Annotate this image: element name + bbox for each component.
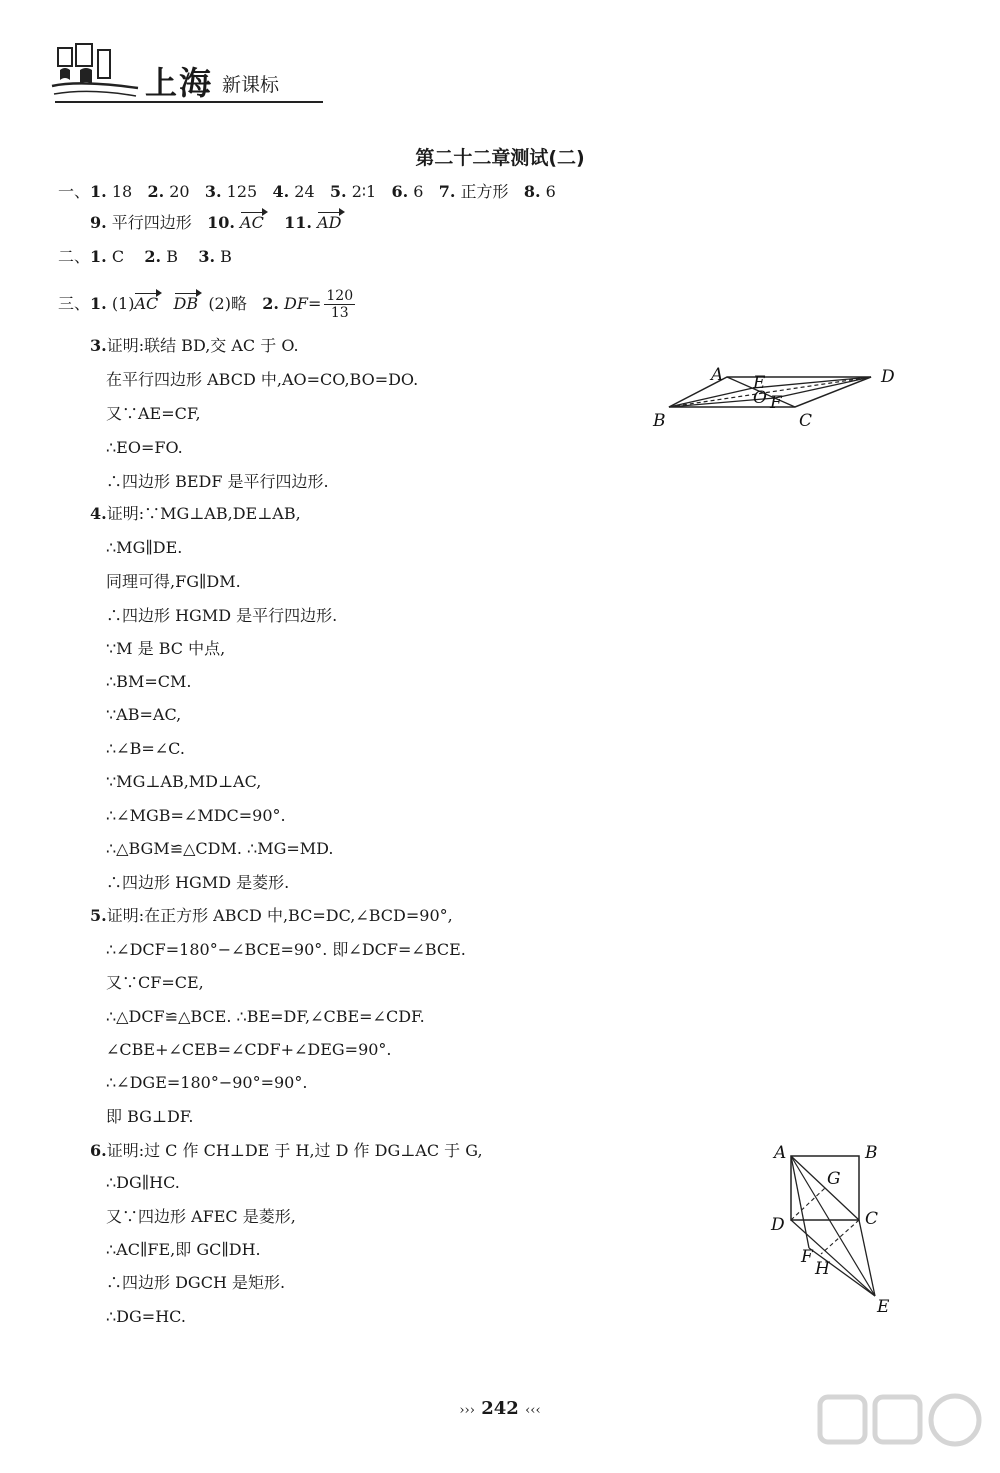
section1-prefix: 一、 xyxy=(58,182,91,201)
fraction-120-13: $\frac{120}{13}$ xyxy=(326,288,354,321)
q4-line-6: ∵AB=AC, xyxy=(106,705,182,724)
book-logo-icon xyxy=(50,40,140,100)
label-f: F xyxy=(770,393,782,413)
page-number-left-deco: ››› xyxy=(459,1403,475,1418)
q4-line-5: ∴BM=CM. xyxy=(106,672,192,691)
q5-line-6: 即 BG⊥DF. xyxy=(106,1107,194,1126)
q5-line-3: ∴△DCF≌△BCE. ∴BE=DF,∠CBE=∠CDF. xyxy=(106,1007,425,1026)
q4-line-10: ∴△BGM≌△CDM. ∴MG=MD. xyxy=(106,839,334,858)
q3-line-2: 又∵AE=CF, xyxy=(106,404,201,423)
q5-line-1: ∴∠DCF=180°−∠BCE=90°. 即∠DCF=∠BCE. xyxy=(106,940,466,959)
q6-line-4: ∴四边形 DGCH 是矩形. xyxy=(106,1273,286,1292)
brand-title: 上海 xyxy=(145,64,214,102)
page-title: 第二十二章测试(二) xyxy=(415,147,585,169)
q6-line-0: 6.证明:过 C 作 CH⊥DE 于 H,过 D 作 DG⊥AC 于 G, xyxy=(90,1141,483,1160)
watermark-logo-icon xyxy=(815,1392,990,1467)
vector-ad: AD xyxy=(317,213,342,232)
label-a: A xyxy=(711,365,724,385)
parallelogram-figure xyxy=(645,360,915,440)
section1-row2: 9. 平行四边形 10. AC 11. AD xyxy=(90,213,342,232)
q4-line-2: 同理可得,FG∥DM. xyxy=(106,572,241,591)
q6-line-2: 又∵四边形 AFEC 是菱形, xyxy=(106,1207,296,1226)
square-rhombus-figure xyxy=(765,1140,905,1320)
q4-line-1: ∴MG∥DE. xyxy=(106,538,183,557)
label-g: G xyxy=(827,1169,841,1189)
q5-line-4: ∠CBE+∠CEB=∠CDF+∠DEG=90°. xyxy=(106,1040,392,1059)
vector-ac: AC xyxy=(240,213,264,232)
label-d: D xyxy=(881,367,895,387)
q3-line-1: 在平行四边形 ABCD 中,AO=CO,BO=DO. xyxy=(106,370,419,389)
q4-line-0: 4.证明:∵MG⊥AB,DE⊥AB, xyxy=(90,504,301,523)
q3-line-3: ∴EO=FO. xyxy=(106,438,183,457)
segment-be xyxy=(669,388,753,407)
segment-ce xyxy=(859,1220,875,1296)
label-e: E xyxy=(753,373,766,393)
q5-line-2: 又∵CF=CE, xyxy=(106,973,204,992)
label-d: D xyxy=(771,1215,785,1235)
label-b: B xyxy=(653,411,666,431)
label-e: E xyxy=(877,1297,890,1317)
q4-line-4: ∵M 是 BC 中点, xyxy=(106,639,226,658)
segment-ed xyxy=(753,377,871,388)
label-c: C xyxy=(799,411,813,431)
label-a: A xyxy=(774,1143,787,1163)
q4-line-7: ∴∠B=∠C. xyxy=(106,739,185,758)
section1-row1: 一、1. 18 2. 20 3. 125 4. 24 5. 2∶1 6. 6 7. 正方形 8. 6 xyxy=(58,182,556,201)
label-c: C xyxy=(865,1209,879,1229)
header-rule xyxy=(55,101,323,103)
q4-line-11: ∴四边形 HGMD 是菱形. xyxy=(106,873,290,892)
q4-line-9: ∴∠MGB=∠MDC=90°. xyxy=(106,806,286,825)
segment-fd xyxy=(775,377,871,398)
label-b: B xyxy=(865,1143,878,1163)
page-number-value: 242 xyxy=(481,1398,519,1419)
q5-line-0: 5.证明:在正方形 ABCD 中,BC=DC,∠BCD=90°, xyxy=(90,906,453,925)
page-number-right-deco: ‹‹‹ xyxy=(525,1403,541,1418)
q4-line-8: ∵MG⊥AB,MD⊥AC, xyxy=(106,772,262,791)
q5-line-5: ∴∠DGE=180°−90°=90°. xyxy=(106,1073,308,1092)
q4-line-3: ∴四边形 HGMD 是平行四边形. xyxy=(106,606,338,625)
section2-row: 二、1. C 2. B 3. B xyxy=(58,247,232,266)
q6-line-5: ∴DG=HC. xyxy=(106,1307,186,1326)
q3-line-4: ∴四边形 BEDF 是平行四边形. xyxy=(106,472,329,491)
q6-line-1: ∴DG∥HC. xyxy=(106,1173,180,1192)
q3-line-0: 3.证明:联结 BD,交 AC 于 O. xyxy=(90,336,299,355)
label-h: H xyxy=(815,1259,830,1279)
section3-q1-q2: 三、1. (1)AC DB (2)略 2. DF= $\frac{120}{13}$ xyxy=(58,288,354,321)
label-f: F xyxy=(801,1247,813,1267)
brand-subtitle: 新课标 xyxy=(222,74,280,96)
q6-line-3: ∴AC∥FE,即 GC∥DH. xyxy=(106,1240,261,1259)
label-o: O xyxy=(753,388,767,408)
